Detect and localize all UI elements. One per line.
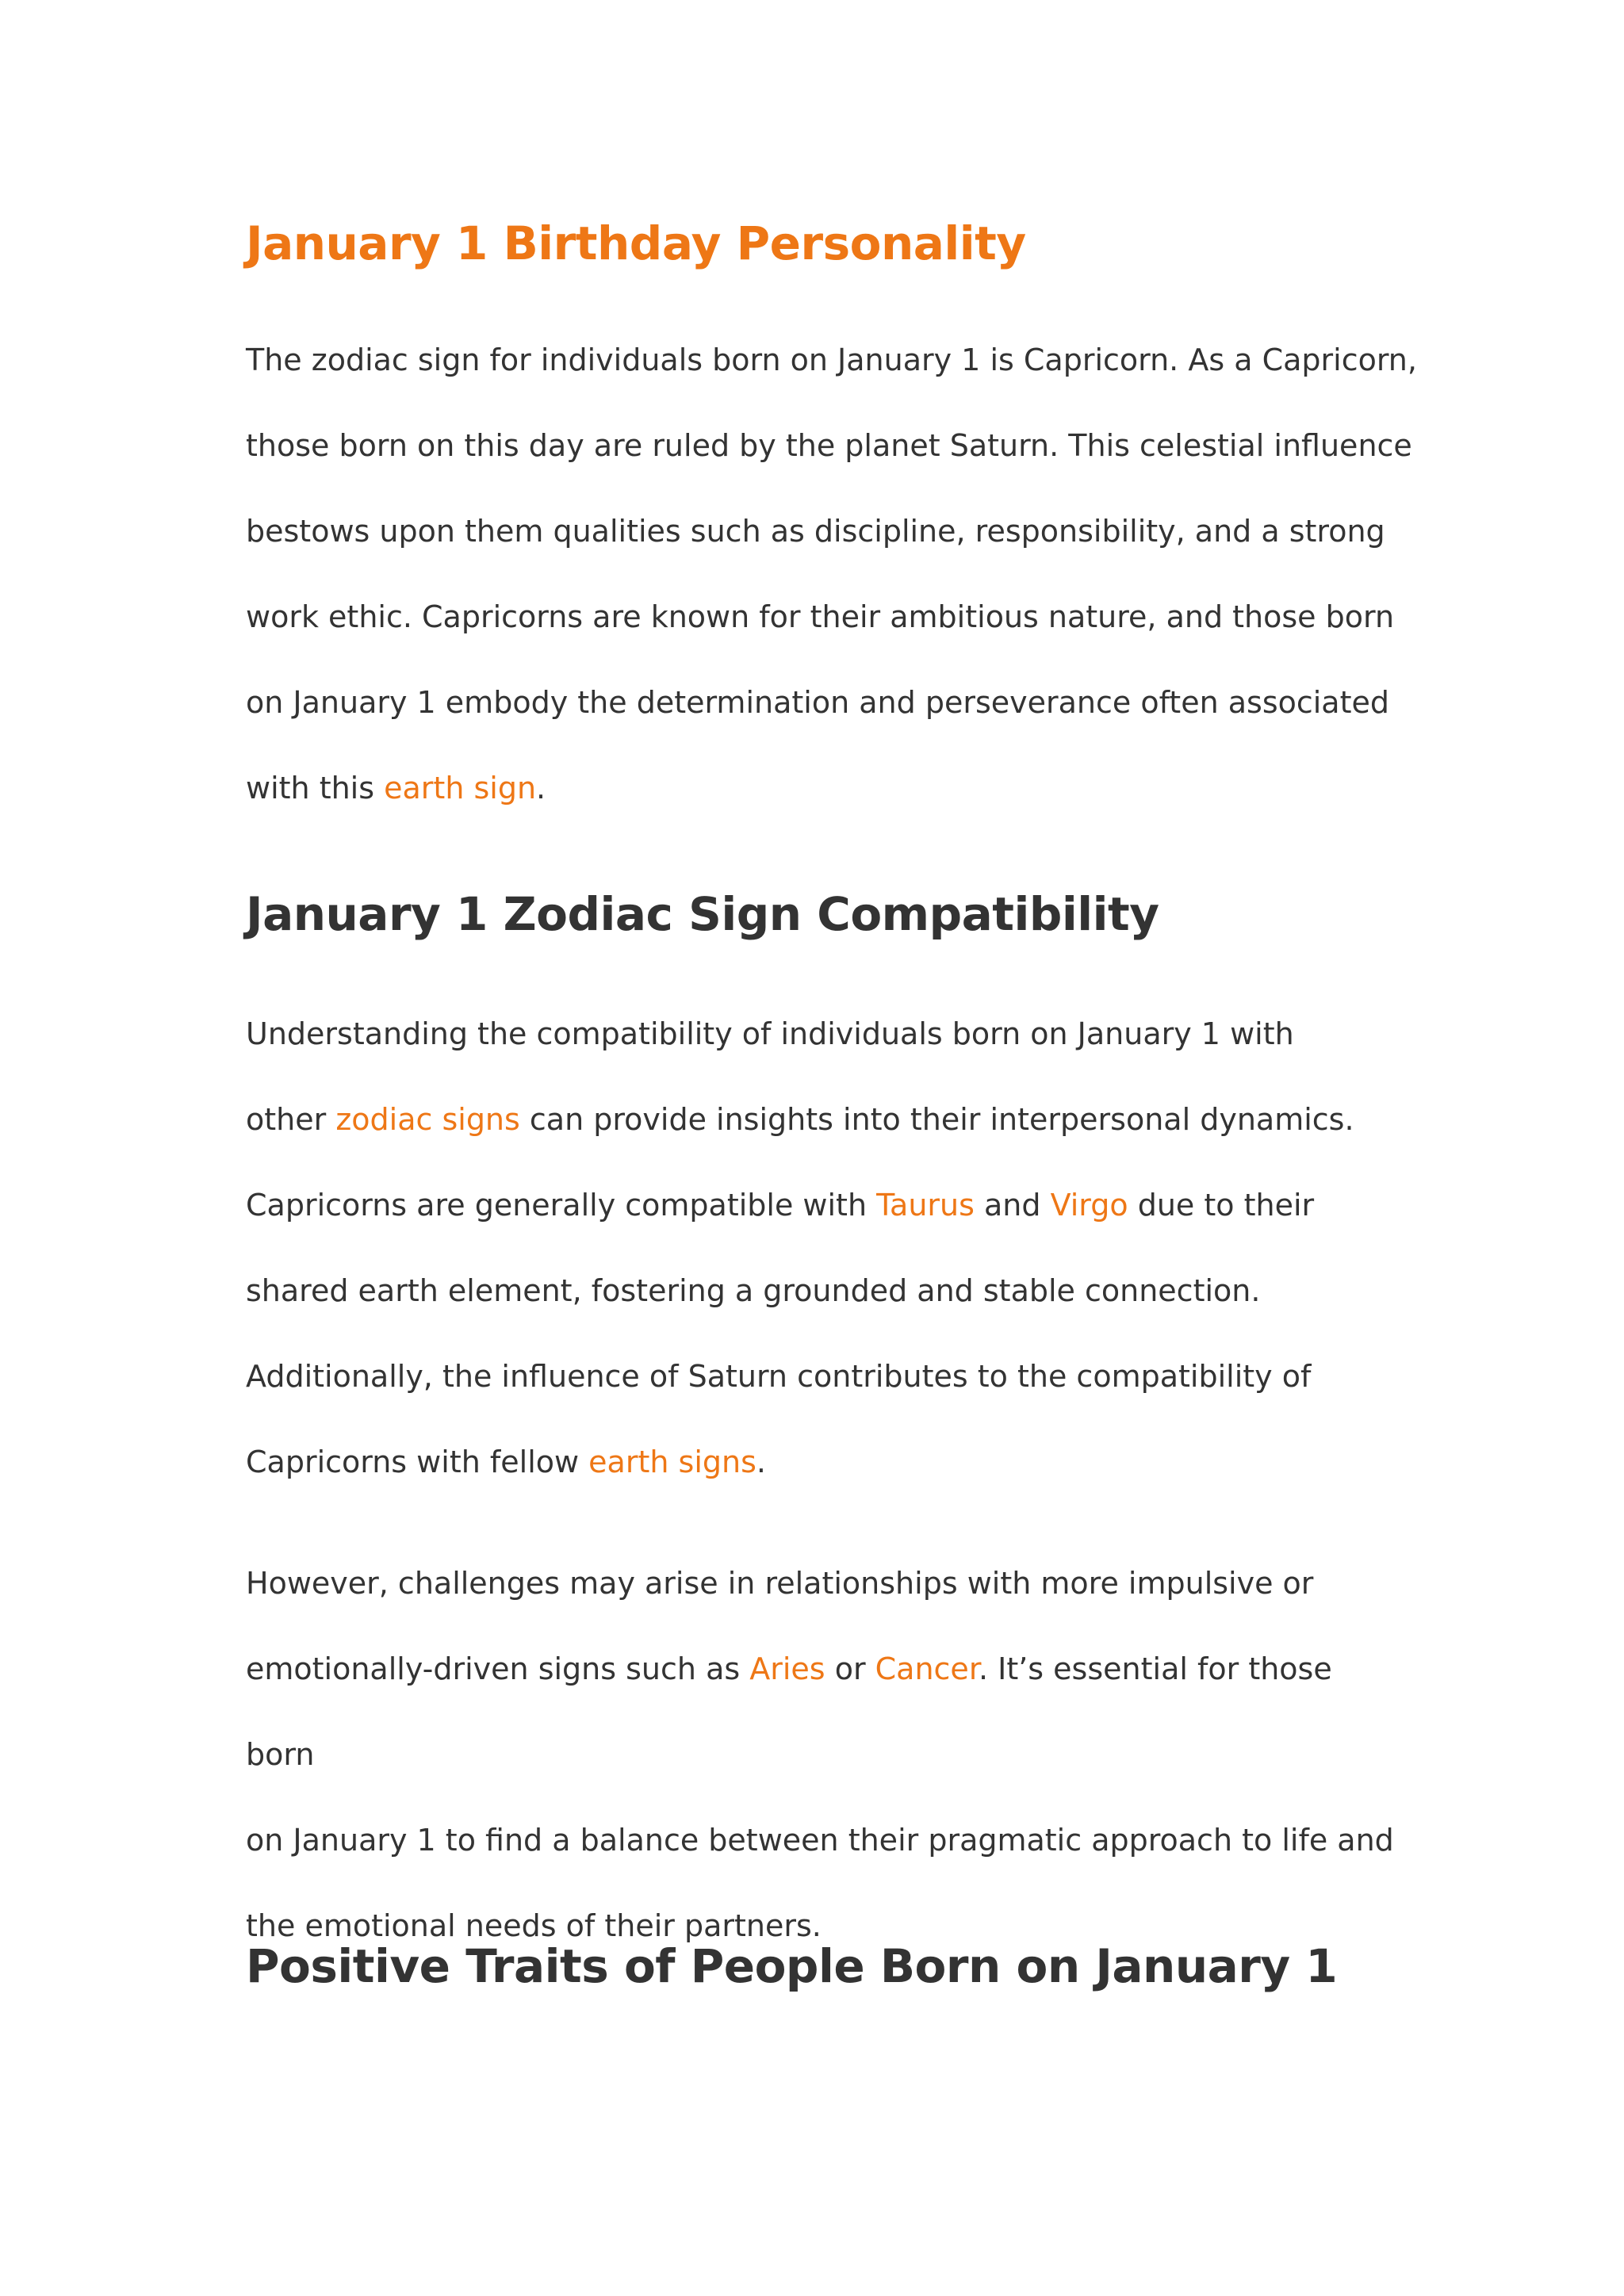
link-cancer[interactable]: Cancer xyxy=(875,1651,979,1686)
section-heading-birthday-personality: January 1 Birthday Personality xyxy=(246,216,1026,270)
section-heading-positive-traits: Positive Traits of People Born on January 1 xyxy=(246,1939,1338,1993)
paragraph-line xyxy=(246,1419,1396,1505)
text-segment: other xyxy=(246,1102,336,1137)
link-virgo[interactable]: Virgo xyxy=(1050,1188,1128,1223)
text-segment: . xyxy=(756,1445,766,1479)
paragraph-line: on January 1 embody the determination and perseverance often associated xyxy=(246,685,1389,720)
paragraph-line: the emotional needs of their partners. xyxy=(246,1908,822,1943)
paragraph-line: bestows upon them qualities such as discipline, responsibility, and a strong xyxy=(246,514,1385,549)
paragraph-compatibility-2 xyxy=(246,1540,1396,1969)
paragraph-line: shared earth element, fostering a grounded and stable connection. xyxy=(246,1273,1261,1308)
link-earth-signs[interactable]: earth signs xyxy=(588,1445,756,1479)
text-segment: Capricorns with fellow xyxy=(246,1445,589,1479)
text-segment: and xyxy=(974,1188,1051,1223)
paragraph-line xyxy=(246,1162,1396,1248)
paragraph-line xyxy=(246,1626,1396,1797)
text-segment: with this xyxy=(246,771,385,806)
link-taurus[interactable]: Taurus xyxy=(876,1188,975,1223)
text-segment: . xyxy=(536,771,546,806)
paragraph-line: However, challenges may arise in relationships with more impulsive or xyxy=(246,1566,1314,1601)
text-segment: or xyxy=(825,1651,875,1686)
paragraph-line xyxy=(246,1077,1396,1162)
link-zodiac-signs[interactable]: zodiac signs xyxy=(335,1102,520,1137)
link-aries[interactable]: Aries xyxy=(749,1651,825,1686)
text-segment: Capricorns are generally compatible with xyxy=(246,1188,877,1223)
paragraph-line: Additionally, the influence of Saturn contributes to the compatibility of xyxy=(246,1359,1312,1394)
paragraph-line: those born on this day are ruled by the planet Saturn. This celestial influence xyxy=(246,428,1412,463)
text-segment: can provide insights into their interpersonal dynamics. xyxy=(519,1102,1354,1137)
link-earth-sign[interactable]: earth sign xyxy=(384,771,537,806)
paragraph-line xyxy=(246,745,1396,831)
paragraph-line: on January 1 to find a balance between their pragmatic approach to life and xyxy=(246,1823,1394,1858)
text-segment: . It’s essential for those born xyxy=(246,1651,1342,1772)
text-segment: due to their xyxy=(1128,1188,1315,1223)
paragraph-line: Understanding the compatibility of individuals born on January 1 with xyxy=(246,1016,1294,1051)
paragraph-birthday-personality xyxy=(246,317,1417,831)
text-segment: emotionally-driven signs such as xyxy=(246,1651,750,1686)
paragraph-line: The zodiac sign for individuals born on January 1 is Capricorn. As a Capricorn, xyxy=(246,342,1417,377)
paragraph-line: work ethic. Capricorns are known for their ambitious nature, and those born xyxy=(246,599,1395,634)
section-heading-compatibility: January 1 Zodiac Sign Compatibility xyxy=(246,887,1159,941)
paragraph-compatibility-1 xyxy=(246,991,1396,1505)
